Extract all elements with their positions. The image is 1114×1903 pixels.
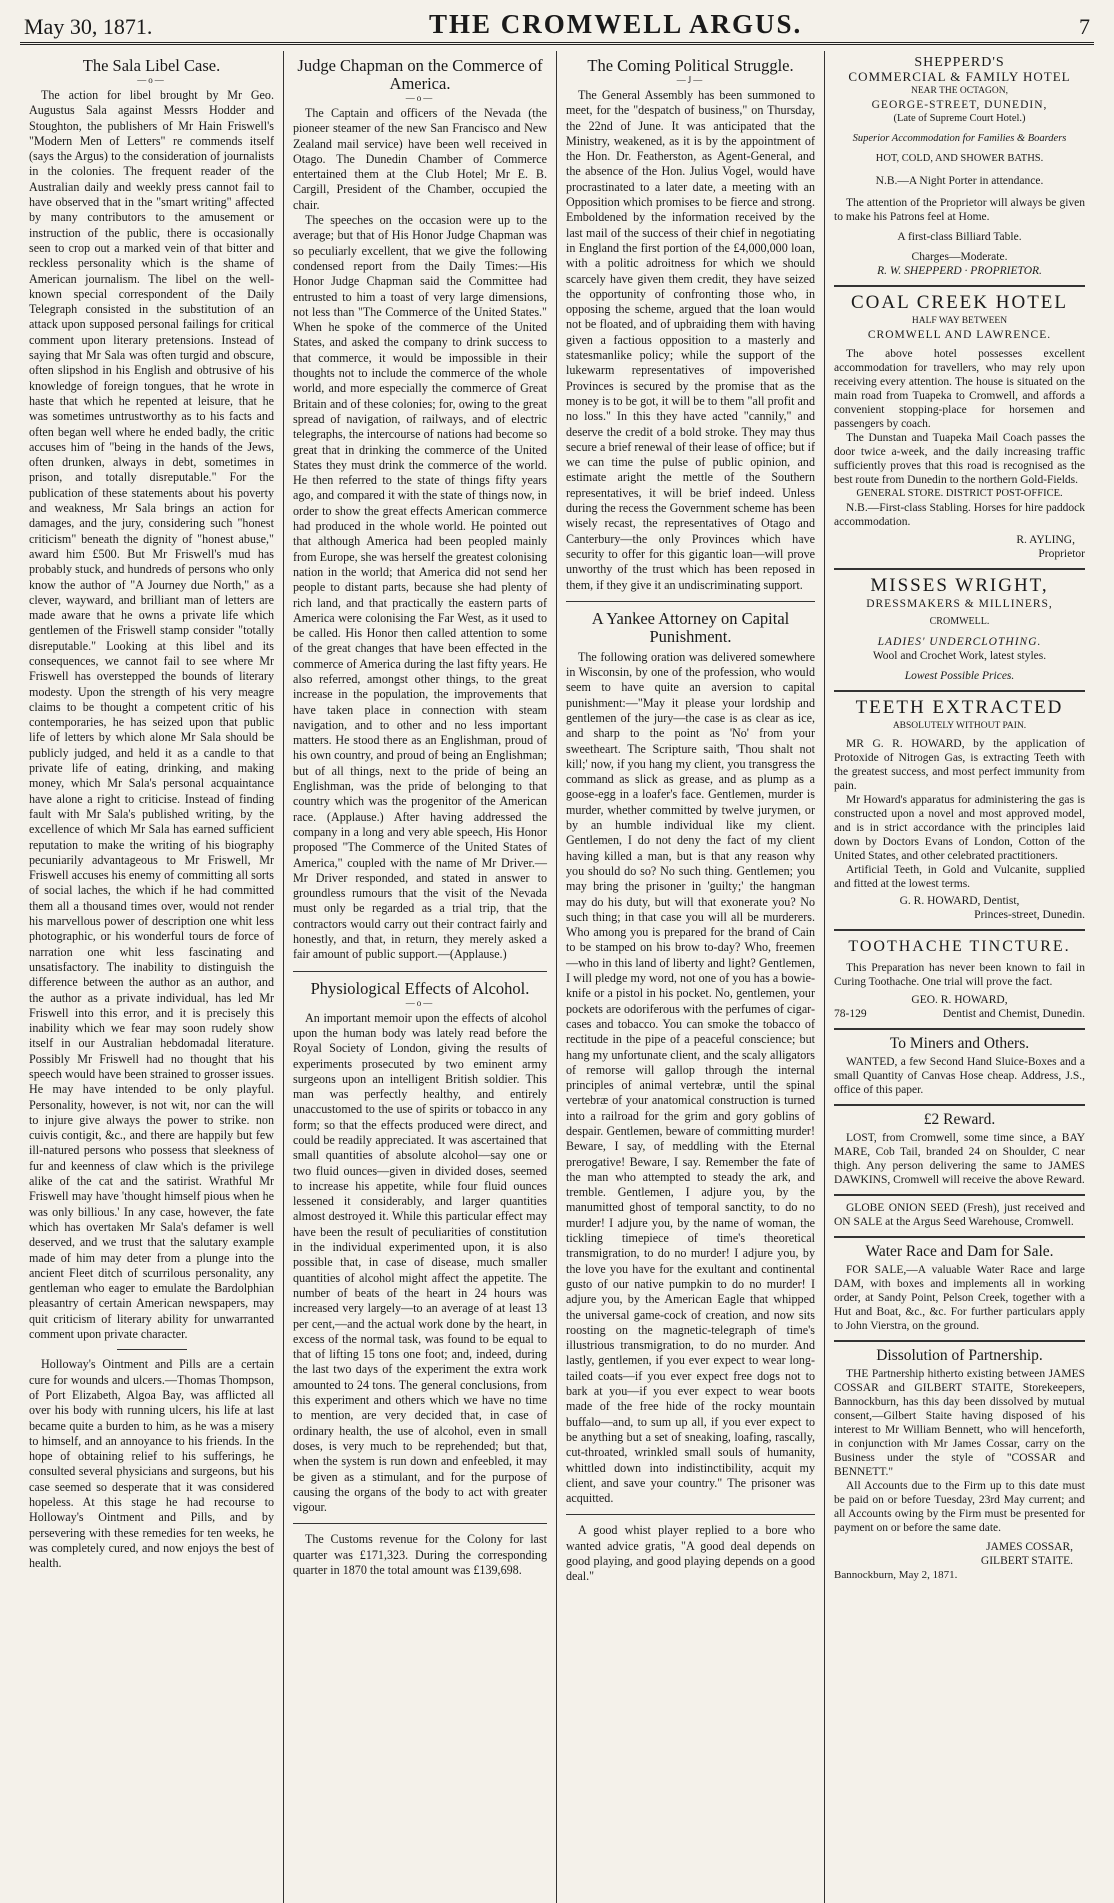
ad-line: Lowest Possible Prices. (904, 670, 1015, 682)
ad-line: N.B.—First-class Stabling. Horses for hire paddock accommodation. (834, 502, 1085, 528)
divider (117, 1349, 187, 1350)
ad-signature: Princes-street, Dunedin. (974, 909, 1085, 921)
ad-line: HOT, COLD, AND SHOWER BATHS. (875, 153, 1044, 164)
divider (566, 1514, 815, 1515)
article-title-sala: The Sala Libel Case. (82, 56, 221, 75)
ad-line: CROMWELL. (929, 616, 990, 627)
ad-name: TEETH EXTRACTED (855, 697, 1064, 718)
ad-body: The Dunstan and Tuapeka Mail Coach passes the door twice a-week, and the daily increasing traffic sufficiently proves that this road is recognised as the best route from Dunedin to the northern Gold-Fields. (834, 432, 1085, 486)
article-para: The Captain and officers of the Nevada (the pioneer steamer of the new San Francisco and New Zealand mail service) have been well received in Otago. The Dunedin Chamber of Commerce entertained them at the Club Hotel; Mr E. B. Cargill, President of the Chamber, occupied the chair. (293, 106, 547, 212)
ad-body: MR G. R. HOWARD, by the application of Protoxide of Nitrogen Gas, is extracting Teeth with the greatest success, and most perfect immunity from pain. (834, 738, 1085, 792)
ad-signature: R. AYLING, (1016, 534, 1075, 546)
ad-reward (834, 1106, 1085, 1196)
ad-line: A first-class Billiard Table. (897, 231, 1022, 243)
ad-signature: Proprietor (1038, 548, 1085, 560)
ad-line: N.B.—A Night Porter in attendance. (875, 175, 1044, 187)
ad-body: WANTED, a few Second Hand Sluice-Boxes and a small Quantity of Canvas Hose cheap. Address, J.S., office of this paper. (834, 1056, 1085, 1096)
ad-line: CROMWELL AND LAWRENCE. (867, 329, 1052, 341)
article-para: The speeches on the occasion were up to the average; but that of His Honor Judge Chapman was so peculiarly excellent, that we give the following condensed report from the Daily Times:—His Honor Judge Chapman said the Committee had entrusted to him a toast of very large dimensions, not less than "The Commerce of the United States." When he spoke of the commerce of the United States, and asked the company to drink success to that commerce, it would be impossible in their thoughts not to include the commerce of the whole world, and more especially the commerce of Great Britain and of these colonies; for, owing to the great spread of navigation, of railways, and of electric telegraphs, the intercourse of nations had become so great that in drinking the commerce of the United States they must drink the commerce of the world. He then referred to the state of things fifty years ago, and compared it with the state of things now, in order to show the great effects American commerce had produced in the whole world. He pointed out that although America had been peopled mainly from Europe, she was herself the greatest colonising nation in the world; that America did not send her people to distant parts, because she had plenty of rich land, and that practically the eastern parts of America were colonising the Far West, as it used to be called. His Honor then called attention to some of the great changes that have been effected in the commerce of America during the last fifty years. He also referred, amongst other things, to the great increase in the population, the improvements that have taken place in connection with steam navigation, and to other and no less important matters. He stood there as an Englishman, proud of his own country, and proud of being an Englishman; but of all things, next to the pride of being an Englishman, was the pride of belonging to that country which was the progenitor of the American race. (Applause.) After having addressed the company in a long and very able speech, His Honor proposed "The Commerce of the United States of America," coupled with the name of Mr Driver.—Mr Driver responded, and stated in answer to groundless rumours that the visit of the Nevada must only be regarded as a trial trip, that the contractors would carry out their contract fairly and honestly, and that, in return, they merely asked a fair amount of public support.—(Applause.) (293, 213, 547, 962)
article-title-yankee: A Yankee Attorney on Capital Punishment. (591, 608, 790, 646)
issue-date: May 30, 1871. (24, 14, 153, 39)
ad-line: Wool and Crochet Work, latest styles. (872, 650, 1047, 662)
ad-signature: GEO. R. HOWARD, (911, 994, 1008, 1006)
ad-body: All Accounts due to the Firm up to this date must be paid on or before Tuesday, 23rd May current; and all Accounts owing by the Firm must be presented for payment on or before the same date. (834, 1480, 1085, 1534)
ad-dissolution (834, 1342, 1085, 1589)
article-para: An important memoir upon the effects of alcohol upon the human body was lately read before the Royal Society of London, giving the results of experiments prosecuted by two eminent army surgeons upon an intelligent British soldier. This man was perfectly healthy, and entirely unaccustomed to the use of spirits or tobacco in any form; so that the effects produced were direct, and could be readily appreciated. It was ascertained that small quantities of absolute alcohol—say one or two fluid ounces—given in divided doses, seemed to increase his appetite, while four fluid ounces lessened it considerably, and larger quantities almost destroyed it. While this particular effect may have been the result of peculiarities of constitution in the individual experimented upon, it is also possible that, in case of disease, much smaller quantities of alcohol might affect the appetite. The number of beats of the heart in 24 hours was increased very largely—to an average of at least 13 per cent,—and the actual work done by the heart, in excess of the normal task, was found to be equal to that of lifting 15 tons one foot; and, indeed, during the last two days of the experiment the extra work amounted to 24 tons. The general conclusions, from this experiment and others which we have no time to mention, are very decided that, in case of ordinary health, the use of alcohol, even in small doses, is very much to be reprehended; but that, when the system is run down and enfeebled, it may be given as a stimulant, and for the purpose of causing the organs of the body to act with greater vigour. (293, 1010, 547, 1515)
column-4-ads (825, 51, 1094, 1903)
ad-toothache-tincture (834, 931, 1085, 1030)
ad-line: Superior Accommodation for Families & Boarders (852, 133, 1067, 144)
ad-line: (Late of Supreme Court Hotel.) (893, 113, 1026, 124)
ad-shepperd-hotel (834, 51, 1085, 287)
column-3 (557, 51, 825, 1903)
ad-line: ABSOLUTELY WITHOUT PAIN. (892, 721, 1027, 731)
ad-signature: Dentist and Chemist, Dunedin. (942, 1008, 1085, 1020)
ad-miners (834, 1030, 1085, 1106)
ad-body: GLOBE ONION SEED (Fresh), just received and ON SALE at the Argus Seed Warehouse, Cromwell. (834, 1202, 1085, 1228)
divider (293, 1523, 547, 1524)
ad-body: The above hotel possesses excellent accommodation for travellers, who may rely upon receiving every attention. The house is situated on the main road from Tuapeka to Cromwell, and affords a convenient stopping-place for horsemen and passengers by coach. (834, 348, 1085, 430)
ad-body: Artificial Teeth, in Gold and Vulcanite, supplied and fitted at the lowest terms. (834, 864, 1085, 890)
ornament: —o— (405, 997, 435, 1008)
newspaper-title: THE CROMWELL ARGUS. (429, 9, 803, 39)
ad-name: MISSES WRIGHT, (870, 575, 1049, 596)
divider (566, 601, 815, 602)
page-number: 7 (1078, 14, 1090, 39)
ad-misses-wright (834, 570, 1085, 692)
ad-name: COAL CREEK HOTEL (850, 292, 1069, 313)
ad-dateline: Bannockburn, May 2, 1871. (834, 1569, 958, 1581)
ad-coal-creek-hotel (834, 287, 1085, 570)
ad-line: LADIES' UNDERCLOTHING. (877, 636, 1042, 648)
ad-line: NEAR THE OCTAGON, (911, 86, 1008, 96)
article-para: The General Assembly has been summoned to meet, for the "despatch of business," on Thursday, the 22nd of June. It was anticipated that the Ministry, weakened, as it is by the appointment of the Hon. Dr. Featherston, as Agent-General, and the absence of the Hon. Julius Vogel, would have procrastinated to a later date, a meeting with an Opposition which promises to be fierce and strong. Emboldened by the information received by the last mail of the success of their chief in negotiating in England the first portion of the £4,000,000 loan, with a politic adroitness for which we should scarcely have given them credit, they have seized the opportunity of confronting those who, in opposing the scheme, argued that the loan would not be floated, and of upbraiding them with having given a factious opposition to a masterly and statesmanlike policy; while the support of the lukewarm representatives of impoverished Provinces is secured by the promise that as the money is to be got, it will be to them "all profit and no loss." In this they have acted "cannily," and deserve the credit of a bold stroke. They may thus secure a brief renewal of their lease of office; but if we can time the pulse of public opinion, and estimate aright the mettle of the Southern representatives, it will be brief indeed. Unless during the recess the Government scheme has been wisely recast, the representatives of Otago and Canterbury—the only Provinces which have security to offer for this gigantic loan—will prove unworthy of the trust which has been reposed in them, if they give it an undiscriminating support. (566, 88, 815, 592)
ad-signature: G. R. HOWARD, Dentist, (899, 895, 1020, 907)
ad-line: HALF WAY BETWEEN (911, 316, 1008, 326)
ad-title: Dissolution of Partnership. (876, 1347, 1043, 1364)
whist-note: A good whist player replied to a bore who wanted advice gratis, "A good deal depends on good playing, and good playing depends on a good deal." (566, 1523, 815, 1584)
ad-line: GENERAL STORE. DISTRICT POST-OFFICE. (856, 488, 1063, 499)
customs-note: The Customs revenue for the Colony for last quarter was £171,323. During the corresponding quarter in 1870 the total amount was £139,698. (293, 1532, 547, 1578)
ad-title: Water Race and Dam for Sale. (865, 1243, 1054, 1260)
ad-water-race (834, 1238, 1085, 1342)
ad-reference: 78-129 (834, 1008, 867, 1020)
ad-line: R. W. SHEPPERD · PROPRIETOR. (877, 265, 1042, 277)
column-1 (20, 51, 284, 1903)
ad-title: £2 Reward. (923, 1111, 996, 1128)
ad-line: DRESSMAKERS & MILLINERS, (866, 598, 1053, 610)
masthead (20, 8, 1094, 45)
article-title-chapman: Judge Chapman on the Commerce of America. (297, 56, 543, 93)
article-para: The following oration was delivered somewhere in Wisconsin, by one of the profession, who would seem to have quite an aversion to capital punishment:—"May it please your lordship and gentlemen of the jury—the case is as clear as ice, and sharp to the point as 'No' from your sweetheart. The Scripture saith, 'Thou shalt not kill;' now, if you hang my client, you transgress the command as slick as grease, and as plump as a goose-egg in a loafer's face. Gentlemen, murder is murder, whether committed by twelve jurymen, or by an humble individual like my client. Gentlemen, I do not deny the fact of my client having killed a man, but is that any reason why you should do so? No such thing. Gentlemen; you may bring the prisoner in 'guilty;' the hangman may do his duty, but will that exonerate you? No such thing; in that case you will all be murderers. Who among you is prepared for the brand of Cain to be stamped on his brow to-day? Who, freemen—who in this land of liberty and light? Gentlemen, I will pledge my word, not one of you has a bowie-knife or a pistol in his pocket. No, gentlemen, your pockets are odoriferous with the perfumes of cigar-cases and tobacco. You can smoke the tobacco of rectitude in the pipe of a peaceful conscience; but hang my unfortunate client, and the scaly alligators of remorse will gallop through the internal principles of animal vertebræ, until the spinal vertebræ of your anatomical construction is turned into a railroad for the grim and gory goblins of despair. Gentlemen, beware of committing murder! Beware, I say, of meddling with the Eternal prerogative! Beware, I say. Remember the fate of the man who attempted to steady the ark, and tremble. Gentlemen, I adjure you, by the manumitted ghost of temporal sanctity, to do no murder! I adjure you, by the name of woman, the tickling timepiece of time's theoretical transmigration, to do no murder! I adjure you, by the love you have for the exultant and continental gusto of our native pumpkin to do no murder! I adjure you, by the American Eagle that whipped the universal game-cock of creation, and now sits roosting on the magnetic-telegraph of time's illustrious transmigration, to do no murder. And lastly, gentlemen, if you ever expect to wear long-tailed coats—if you ever expect free dogs not to bark at you—if you ever expect to wear boots made of the free hide of the rocky mountain buffalo—and, to sum up all, if you ever expect to be anything but a set of sneaking, loafing, rascally, cut-throated, wrinkled small souls of humanity, whittled down into indistinctibility, acquit my client, and save your country." The prisoner was acquitted. (566, 649, 815, 1506)
ad-name: TOOTHACHE TINCTURE. (848, 938, 1071, 955)
column-2 (284, 51, 557, 1903)
ad-line: The attention of the Proprietor will always be given to make his Patrons feel at Home. (834, 197, 1085, 223)
ad-line: GEORGE-STREET, DUNEDIN, (871, 99, 1048, 111)
divider (293, 971, 547, 972)
ad-body: Mr Howard's apparatus for administering the gas is constructed upon a novel and most approved model, and is in strict accordance with the principles laid down by Doctors Evans of London, Cotton of the United States, and other celebrated practitioners. (834, 794, 1085, 862)
ad-onion-seed (834, 1196, 1085, 1238)
ad-name: SHEPPERD'S (914, 55, 1005, 70)
ad-body: FOR SALE,—A valuable Water Race and large DAM, with boxes and implements all in working order, at Sandy Point, Pelson Creek, together with a Hut and Boat, &c., &c. For further particulars apply to John Vierstra, on the ground. (834, 1264, 1085, 1332)
ad-body: This Preparation has never been known to fail in Curing Toothache. One trial will prove the fact. (834, 962, 1085, 988)
ad-signature: JAMES COSSAR, (986, 1541, 1073, 1553)
ad-body: LOST, from Cromwell, some time since, a BAY MARE, Cob Tail, branded 24 on Shoulder, C near thigh. Any person delivering the same to JAMES DAWKINS, Cromwell will receive the above Reward. (834, 1132, 1085, 1186)
article-title-alcohol: Physiological Effects of Alcohol. (310, 978, 530, 998)
ad-teeth-extracted (834, 692, 1085, 931)
article-body-sala: The action for libel brought by Mr Geo. Augustus Sala against Messrs Hodder and Stoughton, the publishers of Mr Hain Friswell's "Modern Men of Letters" re commends itself (says the Argus) to the consideration of journalists in the colonies. The frequent reader of the Australian daily and weekly press cannot fail to have observed that in the "smart writing" affected by many contributors to the amusement or instruction of the public, there is occasionally seen to crop out a marked vein of that bitter and reckless personality which is the shame of American journalism. The libel on the well-known special correspondent of the Daily Telegraph consisted in the substitution of an attack upon supposed personal failings for critical comment upon literary pretensions. Instead of saying that Mr Sala was often turgid and obscure, often slipshod in his English and obtrusive of his knowledge of foreign tongues, that he wrote in haste that which he repented at leisure, that he was sometimes untrustworthy as to his facts and often began well where he ended badly, the critic accuses him of "being in the hands of the Jews, often drunken, always in debt, sometimes in prison, and totally disreputable." For the publication of these statements about his poverty and weakness, Mr Sala brings an action for damages, and the jury, considering such "honest criticism" beneath the dignity of "honest abuse," award him £500. But Mr Friswell's mud has probably stuck, and hundreds of persons who only know the author of "A Journey due North," as a clever, wayward, and brilliant man of letters are made aware that he owns a private life which gentlemen of the Friswell stamp consider "totally disreputable." Looking at this libel and its consequences, we cannot fail to see where Mr Friswell has overstepped the bounds of literary modesty. Upon the strength of his very meagre claims to be thought a competent critic of his contemporaries, he has seized upon that public life of letters by which alone Mr Sala should be publicly judged, and held it as a candle to that private life of eating, drinking, and making money, which Mr Sala's personal acquaintance have alone a right to criticise. Instead of finding fault with Mr Sala's published writing, by the excellence of which Mr Sala has earned sufficient reputation to make the writing of his biography pecuniarily advantageous to Mr Friswell, Mr Friswell accuses his enemy of committing all sorts of social laches, the which if he had committed them all a thousand times over, would not render his marvellous power of description one whit less photographic, or his wonderful tours de force of narration one whit less fascinating and unsatisfactory. The inability to distinguish the difference between the author as an author, and the author as a private individual, has led Mr Friswell into this error, and it is precisely this inability which we fear may soon rudely show itself in our Australian hebdomadal literature. Possibly Mr Friswell had no thought that his speech would have been strained to grosser issues. He may have intended to be only playful. Personality, however, is not wit, nor can the will to injure give always the power to strike. non cuivis contigit, &c., and there are happily but few ill-natured persons who possess that sleekness of fur and keenness of claw which is the privilege alike of the cat and the satirist. Wrathful Mr Friswell may have 'thought himself pious when he was only billious.' In any case, however, the fate which has overtaken Mr Sala's defamer is well deserved, and we trust that the salutary example made of him may deter from a plunge into the ancient Fleet ditch of scurrilous personality, any gentleman who eager to emulate the Bardolphian pleasantry of certain American newspapers, may quit criticism of literary ability for unwarranted comment upon private character. (29, 88, 274, 1342)
ad-line: COMMERCIAL & FAMILY HOTEL (848, 69, 1071, 84)
article-title-political: The Coming Political Struggle. (587, 56, 794, 75)
ornament: —J— (676, 75, 705, 85)
ornament: —o— (405, 93, 435, 103)
ad-signature: GILBERT STAITE. (980, 1555, 1073, 1567)
ornament: —o— (137, 75, 166, 85)
columns (20, 51, 1094, 1903)
ad-title: To Miners and Others. (889, 1035, 1030, 1052)
holloway-ad: Holloway's Ointment and Pills are a certain cure for wounds and ulcers.—Thomas Thompson, of Port Elizabeth, Algoa Bay, was afflicted all over his body with running ulcers, his life at last became quite a burden to him, as he was a misery to himself, and an annoyance to his friends. In the hope of obtaining relief to his sufferings, he consulted several physicians and surgeons, but his case seemed so desperate that it was considered hopeless. At this stage he had recourse to Holloway's Ointment and Pills, and by persevering with these remedies for ten weeks, he was completely cured, and now enjoys the best of health. (29, 1357, 274, 1571)
ad-line: Charges—Moderate. (911, 251, 1008, 263)
ad-body: THE Partnership hitherto existing between JAMES COSSAR and GILBERT STAITE, Storekeepers, Bannockburn, has this day been dissolved by mutual consent,—Gilbert Staite having disposed of his interest to Mr William Bennett, who will henceforth, in conjunction with Mr James Cossar, carry on the Business under the style of "COSSAR and BENNETT." (834, 1368, 1085, 1478)
